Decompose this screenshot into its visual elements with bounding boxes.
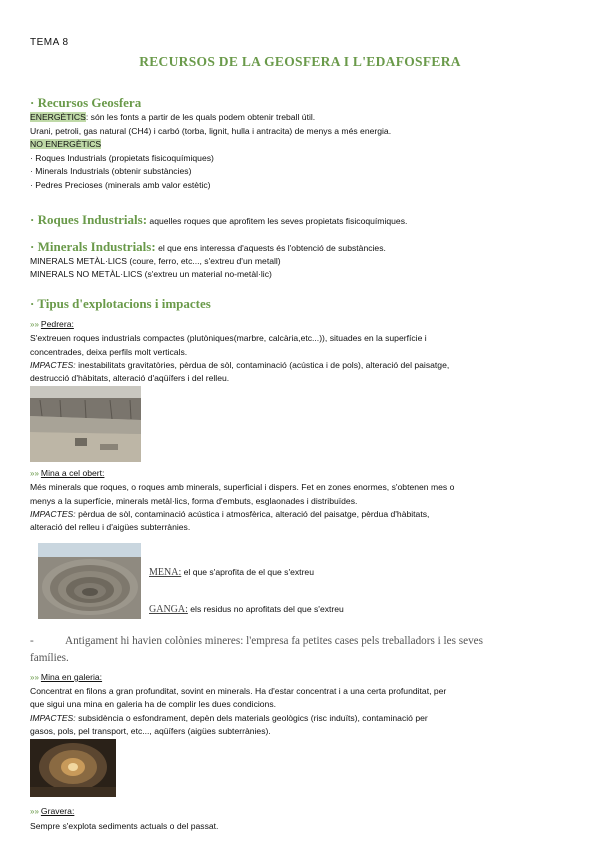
subheading-mina-cel-obert — [30, 468, 104, 478]
subheading-gravera — [30, 806, 74, 816]
minerals-no-metallics: MINERALS NO METÀL·LICS (s'extreu un material no-metàl·lic) — [30, 269, 272, 279]
mina-cel-line4: alteració del relleu i d'aigües subterrànies. — [30, 522, 191, 532]
double-arrow-icon: »» — [30, 673, 39, 682]
double-arrow-icon: »» — [30, 469, 39, 478]
list-item: · Minerals Industrials (obtenir substàncies) — [30, 166, 192, 176]
mena-text: el que s'aprofita de el que s'extreu — [181, 567, 314, 577]
page-title: RECURSOS DE LA GEOSFERA I L'EDAFOSFERA — [139, 54, 461, 69]
pedrera-impactes — [30, 360, 449, 370]
energetics-sources: Urani, petroli, gas natural (CH4) i carbó (torba, lignit, hulla i antracita) de menys a més energia. — [30, 126, 392, 136]
galeria-line1: Concentrat en filons a gran profunditat, sovint en minerals. Ha d'estar concentrat i a una certa profunditat, per — [30, 686, 447, 696]
pedrera-line1: S'extreuen roques industrials compactes (plutòniques(marbre, calcària,etc...)), situades en la superfície i — [30, 333, 427, 343]
colonies-line1 — [30, 635, 483, 647]
double-arrow-icon: »» — [30, 320, 39, 329]
ganga-definition — [149, 599, 344, 617]
subheading-mina-galeria — [30, 672, 102, 682]
double-arrow-icon: »» — [30, 807, 39, 816]
gallery-mine-photo — [30, 739, 116, 797]
minerals-metallics: MINERALS METÀL·LICS (coure, ferro, etc..., s'extreu d'un metall) — [30, 256, 281, 266]
list-item: · Roques Industrials (propietats fisicoquímiques) — [30, 153, 214, 163]
galeria-line2: que sigui una mina en galeria ha de complir les dues condicions. — [30, 699, 277, 709]
galeria-impactes — [30, 713, 428, 723]
mina-cel-impactes — [30, 509, 429, 519]
pedrera-label: Pedrera: — [40, 319, 74, 329]
impactes-label: IMPACTES: — [30, 360, 76, 370]
section-heading-minerals: · Minerals Industrials: — [30, 239, 156, 254]
mina-cel-line2: menys a la superfície, minerals metàl·lics, forma d'embuts, esglaonades i distribuïdes. — [30, 496, 358, 506]
ganga-label: GANGA: — [149, 604, 188, 615]
mina-cel-label: Mina a cel obert: — [40, 468, 105, 478]
list-item: · Pedres Precioses (minerals amb valor estètic) — [30, 180, 211, 190]
gravera-line1: Sempre s'explota sediments actuals o del passat. — [30, 821, 219, 831]
roques-text: aquelles roques que aprofitem les seves propietats fisicoquímiques. — [147, 216, 408, 226]
pedrera-line4: destrucció d'hàbitats, alteració d'aqüífers i del relleu. — [30, 373, 230, 383]
roques-section — [30, 211, 407, 229]
impactes-text: subsidència o esfondrament, depèn dels materials geològics (risc induïts), contaminació per — [75, 713, 428, 723]
colonies-text: Antigament hi havien colònies mineres: l'empresa fa petites cases pels treballadors i les seves — [65, 635, 483, 647]
energetics-text: : són les fonts a partir de les quals podem obtenir treball útil. — [85, 112, 316, 122]
ganga-text: els residus no aprofitats del que s'extreu — [187, 604, 344, 614]
impactes-text: pèrdua de sòl, contaminació acústica i atmosfèrica, alteració del paisatge, pèrdua d'hàbitats, — [75, 509, 430, 519]
energetics-line — [30, 112, 315, 122]
impactes-label: IMPACTES: — [30, 509, 76, 519]
mena-definition — [149, 562, 314, 580]
pedrera-line2: concentrades, deixa perfils molt verticals. — [30, 347, 188, 357]
no-energetics-line — [30, 139, 101, 149]
mina-galeria-label: Mina en galeria: — [40, 672, 103, 682]
minerals-section — [30, 238, 386, 256]
open-pit-mine-photo — [38, 543, 141, 619]
topic-number: TEMA 8 — [30, 37, 69, 48]
colonies-dash: - — [30, 635, 34, 647]
galeria-line4: gasos, pols, pel transport, etc..., aqüífers (aigües subterrànies). — [30, 726, 271, 736]
subheading-pedrera — [30, 319, 74, 329]
section-heading-tipus: · Tipus d'explotacions i impactes — [30, 296, 211, 311]
mena-label: MENA: — [149, 567, 182, 578]
impactes-text: inestabilitats gravitatòries, pèrdua de sòl, contaminació (acústica i de pols), alteració del paisatge, — [75, 360, 450, 370]
colonies-line2: famílies. — [30, 652, 69, 664]
section-heading-geosfera: · Recursos Geosfera — [30, 95, 142, 110]
section-heading-roques: · Roques Industrials: — [30, 212, 148, 227]
minerals-text: el que ens interessa d'aquests és l'obtenció de substàncies. — [155, 243, 386, 253]
impactes-label: IMPACTES: — [30, 713, 76, 723]
mina-cel-line1: Més minerals que roques, o roques amb minerals, superficial i dispers. Fet en zones enormes, s'obtenen mes o — [30, 482, 455, 492]
energetics-label: ENERGÈTICS — [30, 112, 86, 122]
quarry-photo — [30, 386, 141, 462]
no-energetics-label: NO ENERGÈTICS — [30, 139, 102, 149]
gravera-label: Gravera: — [40, 806, 75, 816]
